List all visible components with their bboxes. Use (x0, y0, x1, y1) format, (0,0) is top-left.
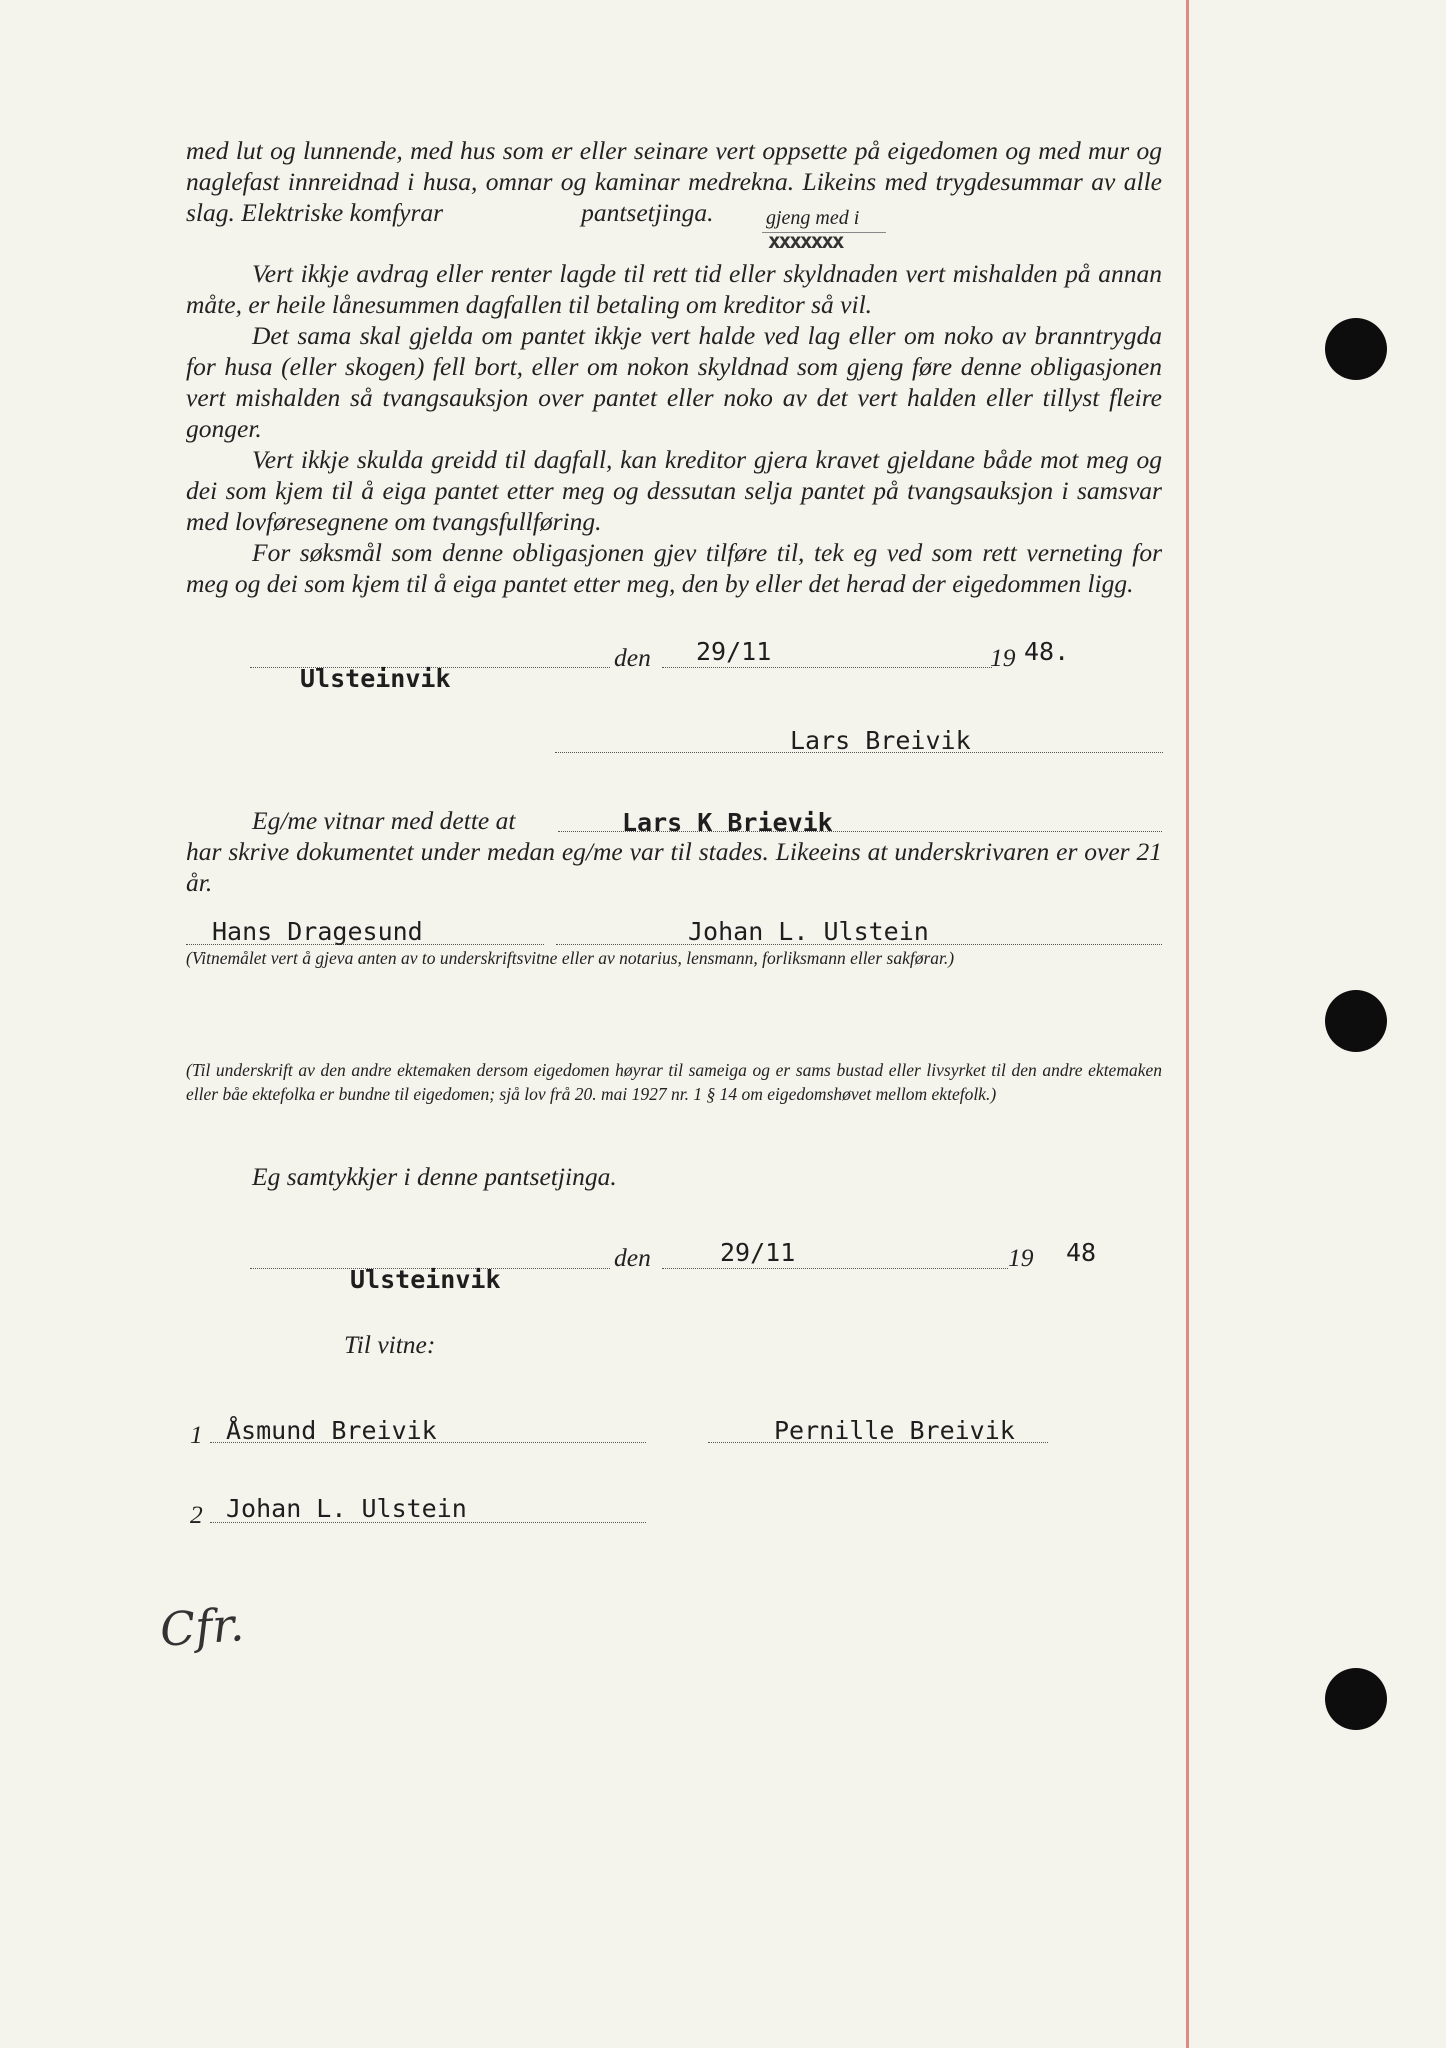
place: Ulsteinvik (350, 1265, 501, 1294)
til-vitne-label: Til vitne: (344, 1330, 436, 1359)
spouse-signature: Pernille Breivik (774, 1416, 1015, 1445)
place: Ulsteinvik (300, 664, 451, 693)
witnessed-name: Lars K Brievik (622, 808, 833, 837)
margin-rule (1186, 0, 1189, 2048)
paragraph-default: Vert ikkje avdrag eller renter lagde til rett tid eller skyldnaden vert mishalden på annan måte, er heile lånesummen dagfallen til betaling om kreditor så vil. (186, 259, 1162, 319)
witness-number: 2 (190, 1500, 203, 1529)
p1-text: med lut og lunnende, med hus som er eller seinare vert oppsette på eigedomen og med mur og naglefast innreidnad i husa, omnar og kaminar medrekna. Likeins med trygdesummar av alle slag. Elektriske komfyrar (186, 136, 1162, 227)
struck-out-text: xxxxxxx (768, 229, 843, 253)
witness-2: Johan L. Ulstein (688, 917, 929, 946)
punch-hole-middle (1325, 990, 1387, 1052)
punch-hole-bottom (1325, 1668, 1387, 1730)
witness-text: har skrive dokumentet under medan eg/me var til stades. Likeeins at underskrivaren er over 21 år. (186, 837, 1162, 897)
year-prefix: 19 (1008, 1243, 1034, 1272)
year: 48 (1066, 1238, 1097, 1267)
paragraph-venue: For søksmål som denne obligasjonen gjev tilføre til, tek eg ved som rett verneting for meg og dei som kjem til å eiga pantet etter meg, den by eller det herad der eigedommen ligg. (186, 538, 1162, 598)
p1-end: pantsetjinga. (581, 198, 714, 227)
debtor-signature: Lars Breivik (790, 726, 971, 755)
witness-intro: Eg/me vitnar med dette at (252, 806, 516, 835)
year-prefix: 19 (990, 643, 1016, 672)
witness-note: (Vitnemålet vert å gjeva anten av to underskriftsvitne eller av notarius, lensmann, forliksmann eller sakførar.) (186, 948, 955, 968)
inserted-handwritten-text: gjeng med i (766, 207, 860, 229)
paragraph-auction: Det sama skal gjelda om pantet ikkje vert halde ved lag eller om noko av branntrygda for husa (eller skogen) fell bort, eller om nokon skyldnad som gjeng føre denne obligasjonen vert mishalden så tvangsauksjon over pantet eller noko av det vert halden eller tillyst fleire gonger. (186, 321, 1162, 443)
year: 48. (1024, 637, 1070, 666)
date: 29/11 (696, 637, 772, 666)
consent-text: Eg samtykkjer i denne pantsetjinga. (252, 1162, 617, 1191)
paragraph-due: Vert ikkje skulda greidd til dagfall, kan kreditor gjera kravet gjeldane både mot meg og dei som kjem til å eiga pantet etter meg og dessutan selja pantet på tvangsauksjon i samsvar med lovføresegnene om tvangsfullføring. (186, 445, 1162, 536)
witness-1: Hans Dragesund (212, 917, 423, 946)
paragraph-property (186, 135, 1162, 228)
witness-name: Johan L. Ulstein (226, 1494, 467, 1523)
punch-hole-top (1325, 318, 1387, 380)
witness-number: 1 (190, 1420, 203, 1449)
witness-name: Åsmund Breivik (226, 1416, 437, 1445)
den-label: den (614, 643, 651, 672)
spouse-note: (Til underskrift av den andre ektemaken dersom eigedomen høyrar til sameiga og er sams bustad eller livsyrket til den andre ektemaken eller båe ektefolka er bundne til eigedomen; sjå lov frå 20. mai 1927 nr. 1 § 14 om eigedomshøvet mellom ektefolk.) (186, 1060, 1162, 1104)
date: 29/11 (720, 1238, 796, 1267)
handwritten-mark: Cfr. (158, 1597, 246, 1657)
den-label: den (614, 1243, 651, 1272)
